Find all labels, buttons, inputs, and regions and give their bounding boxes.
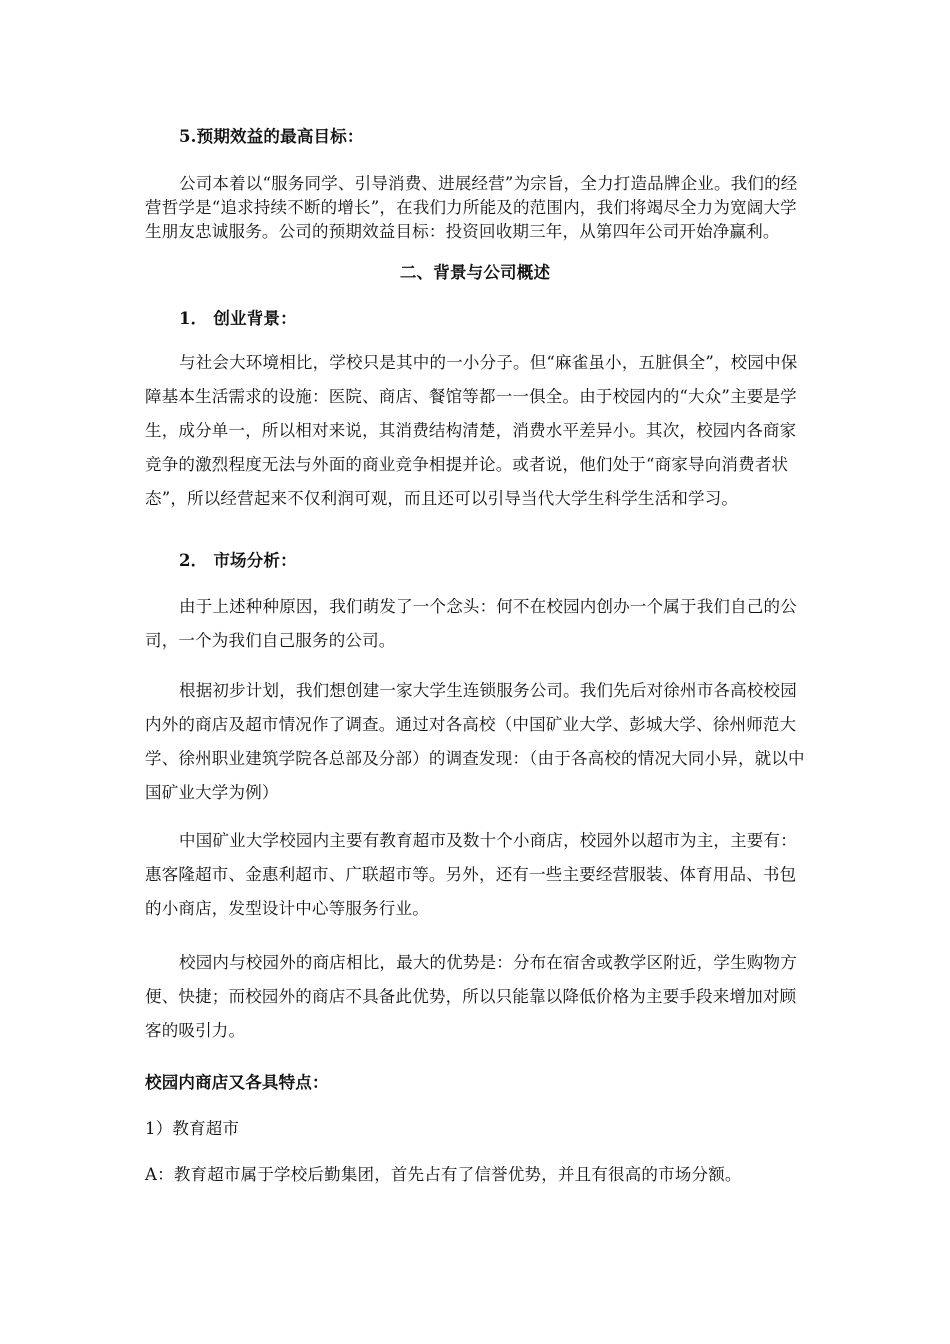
section5-heading: 5.预期效益的最高目标：	[179, 127, 364, 146]
market-paragraph-2: 根据初步计划，我们想创建一家大学生连锁服务公司。我们先后对徐州市各高校校园内外的商店及超市情况作了调查。通过对各高校（中国矿业大学、彭城大学、徐州师范大学、徐州职业建筑学院各总部及分部）的调查发现：（由于各高校的情况大同小异，就以中国矿业大学为例）	[145, 681, 805, 802]
list-item-education-supermarket: 1）教育超市	[145, 1119, 240, 1138]
market-paragraph-4: 校园内与校园外的商店相比，最大的优势是：分布在宿舍或教学区附近，学生购物方便、快捷；而校园外的商店不具备此优势，所以只能靠以降低价格为主要手段来增加对顾客的吸引力。	[145, 953, 797, 1040]
campus-shops-heading: 校园内商店又各具特点：	[145, 1073, 329, 1092]
market-paragraph-1: 由于上述种种原因，我们萌发了一个念头：何不在校园内创办一个属于我们自己的公司，一个为我们自己服务的公司。	[145, 597, 797, 650]
list-item-a: A：教育超市属于学校后勤集团，首先占有了信誉优势，并且有很高的市场分额。	[145, 1165, 742, 1184]
sub1-paragraph: 与社会大环境相比，学校只是其中的一小分子。但“麻雀虽小，五脏俱全”，校园中保障基本生活需求的设施：医院、商店、餐馆等都一一俱全。由于校园内的“大众”主要是学生，成分单一，所以相对来说，其消费结构清楚，消费水平差异小。其次，校园内各商家竞争的激烈程度无法与外面的商业竞争相提并论。或者说，他们处于“商家导向消费者状态”，所以经营起来不仅利润可观，而且还可以引导当代大学生科学生活和学习。	[145, 353, 798, 508]
section5-paragraph: 公司本着以“服务同学、引导消费、进展经营”为宗旨，全力打造品牌企业。我们的经营哲学是“追求持续不断的增长”，在我们力所能及的范围内，我们将竭尽全力为宽阔大学生朋友忠诚服务。公司的预期效益目标：投资回收期三年，从第四年公司开始净赢利。	[145, 174, 798, 241]
sub1-heading: 1． 创业背景：	[179, 309, 297, 328]
chapter2-title: 二、背景与公司概述	[399, 263, 551, 282]
sub2-heading: 2． 市场分析：	[179, 551, 297, 570]
market-paragraph-3: 中国矿业大学校园内主要有教育超市及数十个小商店，校园外以超市为主，主要有：惠客隆超市、金惠利超市、广联超市等。另外，还有一些主要经营服装、体育用品、书包的小商店，发型设计中心等服务行业。	[145, 831, 797, 918]
